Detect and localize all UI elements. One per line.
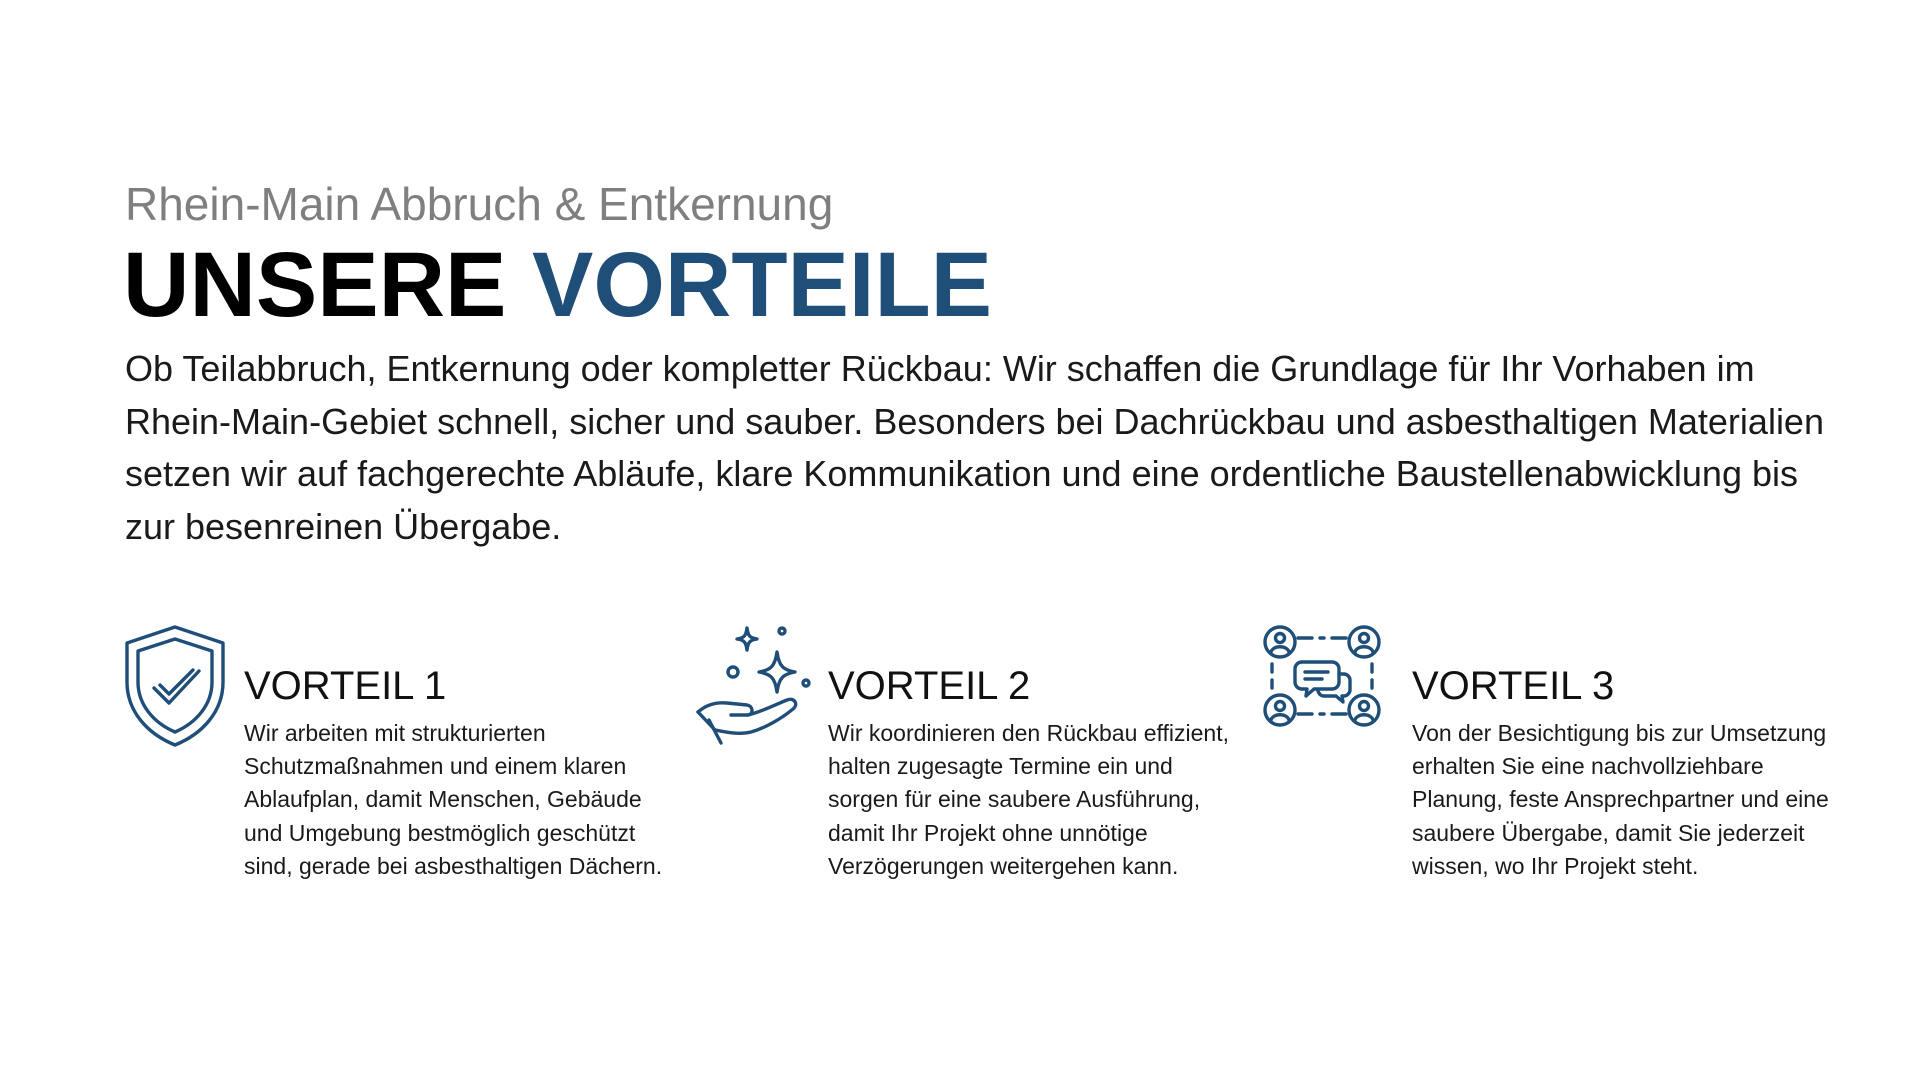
page-title [123,232,992,338]
benefit-title: VORTEIL 3 [1412,664,1615,708]
benefit-text: Wir arbeiten mit strukturierten Schutzmaßnahmen und einem klaren Ablaufplan, damit Menschen, Gebäude und Umgebung bestmöglich geschützt sind, gerade bei asbesthaltigen Dächern. [244,720,663,879]
benefit-card-1 [124,624,684,944]
shield-check-icon [124,624,226,753]
intro-paragraph: Ob Teilabbruch, Entkernung oder kompletter Rückbau: Wir schaffen die Grundlage für Ihr Vorhaben im Rhein-Main-Gebiet schnell, sicher und sauber. Besonders bei Dachrückbau und asbesthaltigen Materialien setzen wir auf fachgerechte Abläufe, klare Kommunikation und eine ordentliche Baustellenabwicklung bis zur besenreinen Übergabe. [125,348,1824,547]
benefit-card-3 [1262,624,1829,944]
team-communication-icon [1262,624,1382,735]
benefit-text: Wir koordinieren den Rückbau effizient, halten zugesagte Termine ein und sorgen für eine saubere Ausführung, damit Ihr Projekt ohne unnötige Verzögerungen weitergehen kann. [828,720,1230,879]
title-part-1: UNSERE [123,234,507,336]
subtitle: Rhein-Main Abbruch & Entkernung [125,178,834,230]
title-part-2: VORTEILE [531,234,993,336]
hand-sparkles-icon [695,624,815,759]
benefit-title: VORTEIL 1 [244,664,447,708]
benefit-card-2 [695,624,1255,944]
benefit-title: VORTEIL 2 [828,664,1031,708]
benefit-text: Von der Besichtigung bis zur Umsetzung erhalten Sie eine nachvollziehbare Planung, feste Ansprechpartner und eine saubere Übergabe, damit Sie jederzeit wissen, wo Ihr Projekt steht. [1412,720,1829,879]
